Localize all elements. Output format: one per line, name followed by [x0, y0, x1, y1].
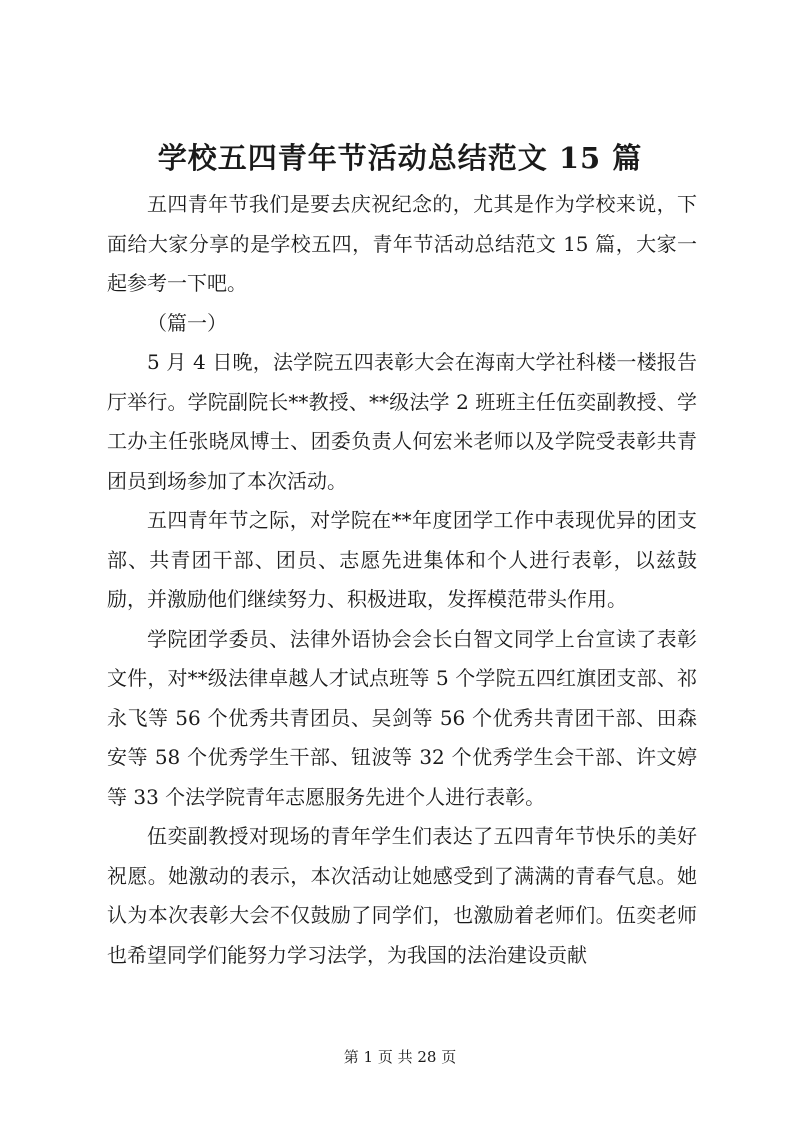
document-body [107, 185, 697, 975]
body-paragraph: 五四青年节之际，对学院在**年度团学工作中表现优异的团支部、共青团干部、团员、志愿先进集体和个人进行表彰，以兹鼓励，并激励他们继续努力、积极进取，发挥模范带头作用。 [107, 508, 697, 611]
body-paragraph: 伍奕副教授对现场的青年学生们表达了五四青年节快乐的美好祝愿。她激动的表示，本次活动让她感受到了满满的青春气息。她认为本次表彰大会不仅鼓励了同学们，也激励着老师们。伍奕老师也希望同学们能努力学习法学，为我国的法治建设贡献 [107, 824, 697, 967]
body-paragraph: 学院团学委员、法律外语协会会长白智文同学上台宣读了表彰文件，对**级法律卓越人才试点班等 5 个学院五四红旗团支部、祁永飞等 56 个优秀共青团员、吴剑等 56 个优秀共青团干部、田森安等 58 个优秀学生干部、钮波等 32 个优秀学生会干部、许文婷等 33 个法学院青年志愿服务先进个人进行表彰。 [107, 626, 697, 809]
section-heading: （篇一） [147, 310, 227, 335]
document-title: 学校五四青年节活动总结范文 15 篇 [157, 141, 643, 175]
body-paragraph: 5 月 4 日晚，法学院五四表彰大会在海南大学社科楼一楼报告厅举行。学院副院长**教授、**级法学 2 班班主任伍奕副教授、学工办主任张晓凤博士、团委负责人何宏米老师以及学院受表彰共青团员到场参加了本次活动。 [107, 350, 697, 493]
page-footer: 第 1 页 共 28 页 [343, 1048, 457, 1066]
intro-paragraph: 五四青年节我们是要去庆祝纪念的，尤其是作为学校来说，下面给大家分享的是学校五四，青年节活动总结范文 15 篇，大家一起参考一下吧。 [107, 192, 697, 295]
